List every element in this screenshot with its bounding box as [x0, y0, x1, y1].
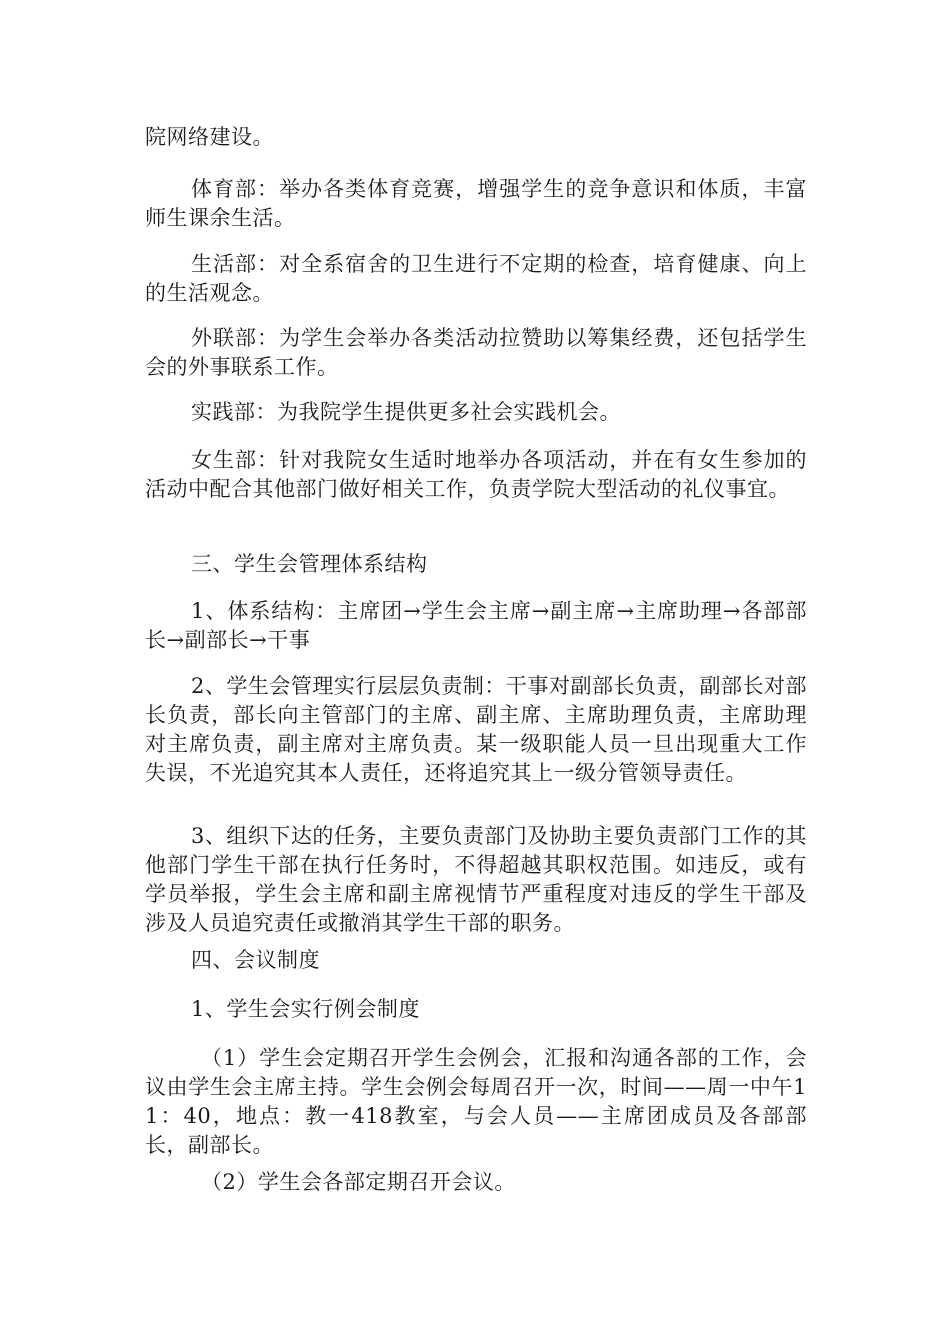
section-heading-management-structure: 三、学生会管理体系结构	[191, 552, 428, 576]
paragraph-weekly-meeting-details: （1）学生会定期召开学生会例会，汇报和沟通各部的工作，会议由学生会主席主持。学生会例会每周召开一次，时间——周一中午11：40，地点：教一418教室，与会人员——主席团成员及各部部长，副部长。	[145, 1046, 807, 1157]
paragraph-task-assignment: 3、组织下达的任务，主要负责部门及协助主要负责部门工作的其他部门学生干部在执行任务时，不得超越其职权范围。如违反，或有学员举报，学生会主席和副主席视情节严重程度对违反的学生干部及涉及人员追究责任或撤消其学生干部的职务。	[145, 824, 807, 935]
paragraph-department-meetings: （2）学生会各部定期召开会议。	[201, 1170, 516, 1194]
paragraph-external-relations-department: 外联部：为学生会举办各类活动拉赞助以筹集经费，还包括学生会的外事联系工作。	[145, 326, 807, 379]
paragraph-life-department: 生活部：对全系宿舍的卫生进行不定期的检查，培育健康、向上的生活观念。	[145, 252, 807, 305]
paragraph-network-construction: 院网络建设。	[145, 125, 274, 149]
paragraph-female-students-department: 女生部：针对我院女生适时地举办各项活动，并在有女生参加的活动中配合其他部门做好相关工作，负责学院大型活动的礼仪事宜。	[145, 448, 807, 501]
paragraph-sports-department: 体育部：举办各类体育竞赛，增强学生的竞争意识和体质，丰富师生课余生活。	[145, 177, 807, 230]
paragraph-system-structure: 1、体系结构：主席团→学生会主席→副主席→主席助理→各部部长→副部长→干事	[145, 599, 807, 652]
paragraph-regular-meeting-system: 1、学生会实行例会制度	[191, 997, 420, 1021]
paragraph-practice-department: 实践部：为我院学生提供更多社会实践机会。	[191, 400, 621, 424]
section-heading-meeting-system: 四、会议制度	[191, 948, 320, 972]
paragraph-responsibility-system: 2、学生会管理实行层层负责制：干事对副部长负责，副部长对部长负责，部长向主管部门的主席、副主席、主席助理负责，主席助理对主席负责，副主席对主席负责。某一级职能人员一旦出现重大工作失误，不光追究其本人责任，还将追究其上一级分管领导责任。	[145, 674, 807, 785]
